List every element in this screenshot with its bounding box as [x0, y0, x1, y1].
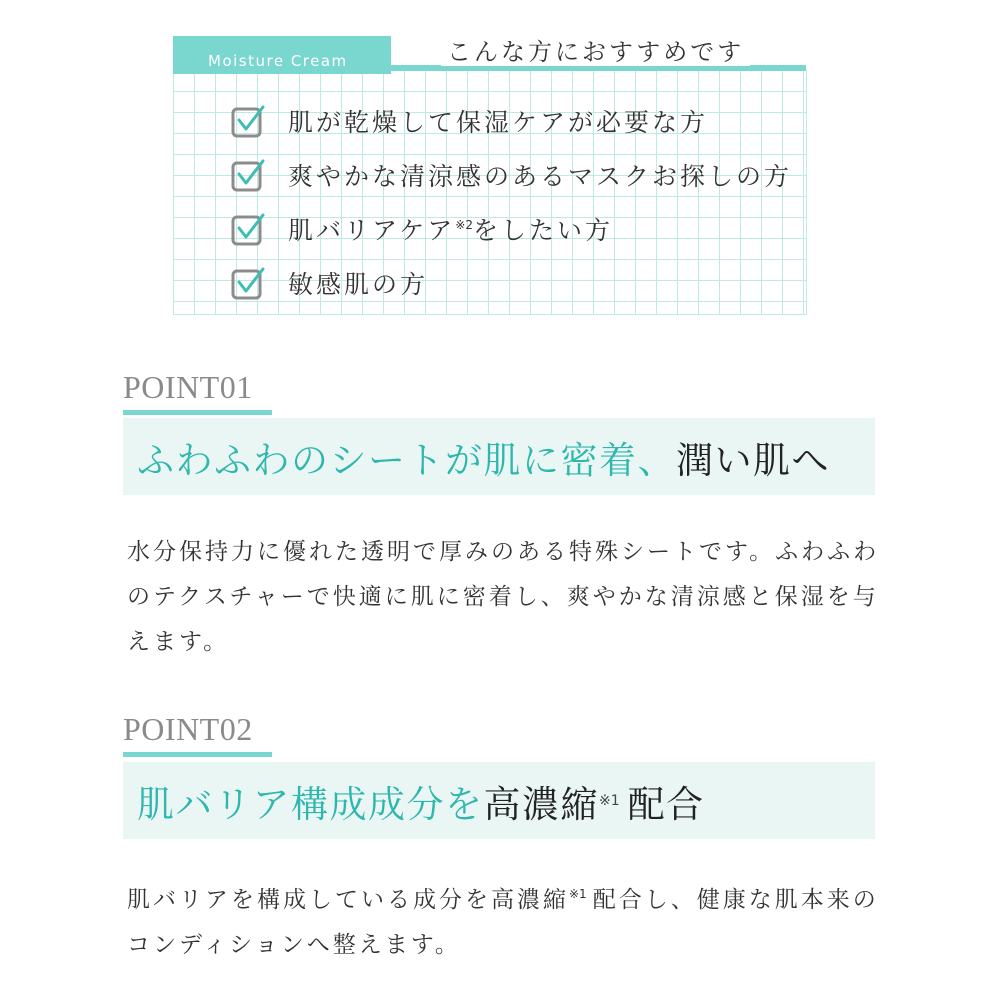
point-02-headline-accent: 肌バリア構成成分を — [137, 782, 484, 826]
checkbox-check-icon — [230, 157, 266, 193]
product-tab-label: Moisture Cream — [208, 52, 348, 70]
list-item — [230, 148, 792, 202]
point-02-headline-dark: 高濃縮 — [483, 782, 599, 826]
list-item — [230, 94, 792, 148]
point-01-headline-accent: ふわふわのシートが肌に密着、 — [137, 438, 676, 482]
list-item-text-tail: をしたい方 — [472, 216, 613, 245]
list-item-text: 爽やかな清涼感のあるマスクお探しの方 — [288, 162, 793, 191]
product-tab — [173, 36, 391, 74]
point-02-headline — [123, 762, 875, 839]
point-02-underline — [123, 752, 272, 757]
point-01-headline-dark: 潤い肌へ — [676, 438, 830, 482]
point-01-headline — [123, 418, 875, 495]
list-item-text — [288, 211, 613, 247]
recommendation-list — [230, 94, 792, 310]
recommendation-title: こんな方におすすめです — [441, 38, 750, 66]
list-item-text: 敏感肌の方 — [288, 270, 429, 299]
checkbox-check-icon — [230, 265, 266, 301]
point-02-label: POINT02 — [123, 711, 253, 747]
point-02-headline-tail: 配合 — [627, 782, 705, 826]
list-item-text: 肌が乾燥して保湿ケアが必要な方 — [288, 108, 709, 137]
list-item — [230, 202, 792, 256]
point-02-body-tail: 配合し、健康な肌本来のコンディションへ整えます。 — [127, 887, 879, 958]
point-02-body — [127, 872, 887, 968]
list-item — [230, 256, 792, 310]
list-item-text-main: 肌バリアケア — [288, 216, 456, 245]
footnote-marker: ※2 — [455, 218, 473, 232]
point-01-underline — [123, 410, 272, 415]
footnote-marker: ※1 — [599, 792, 620, 809]
recommendation-card — [173, 36, 806, 314]
point-01-label: POINT01 — [123, 369, 253, 405]
checkbox-check-icon — [230, 103, 266, 139]
checkbox-check-icon — [230, 211, 266, 247]
point-01-body: 水分保持力に優れた透明で厚みのある特殊シートです。ふわふわのテクスチャーで快適に肌に密着し、爽やかな清涼感と保湿を与えます。 — [127, 539, 880, 655]
footnote-marker: ※1 — [569, 887, 587, 901]
point-02-body-main: 肌バリアを構成している成分を高濃縮 — [127, 887, 569, 913]
